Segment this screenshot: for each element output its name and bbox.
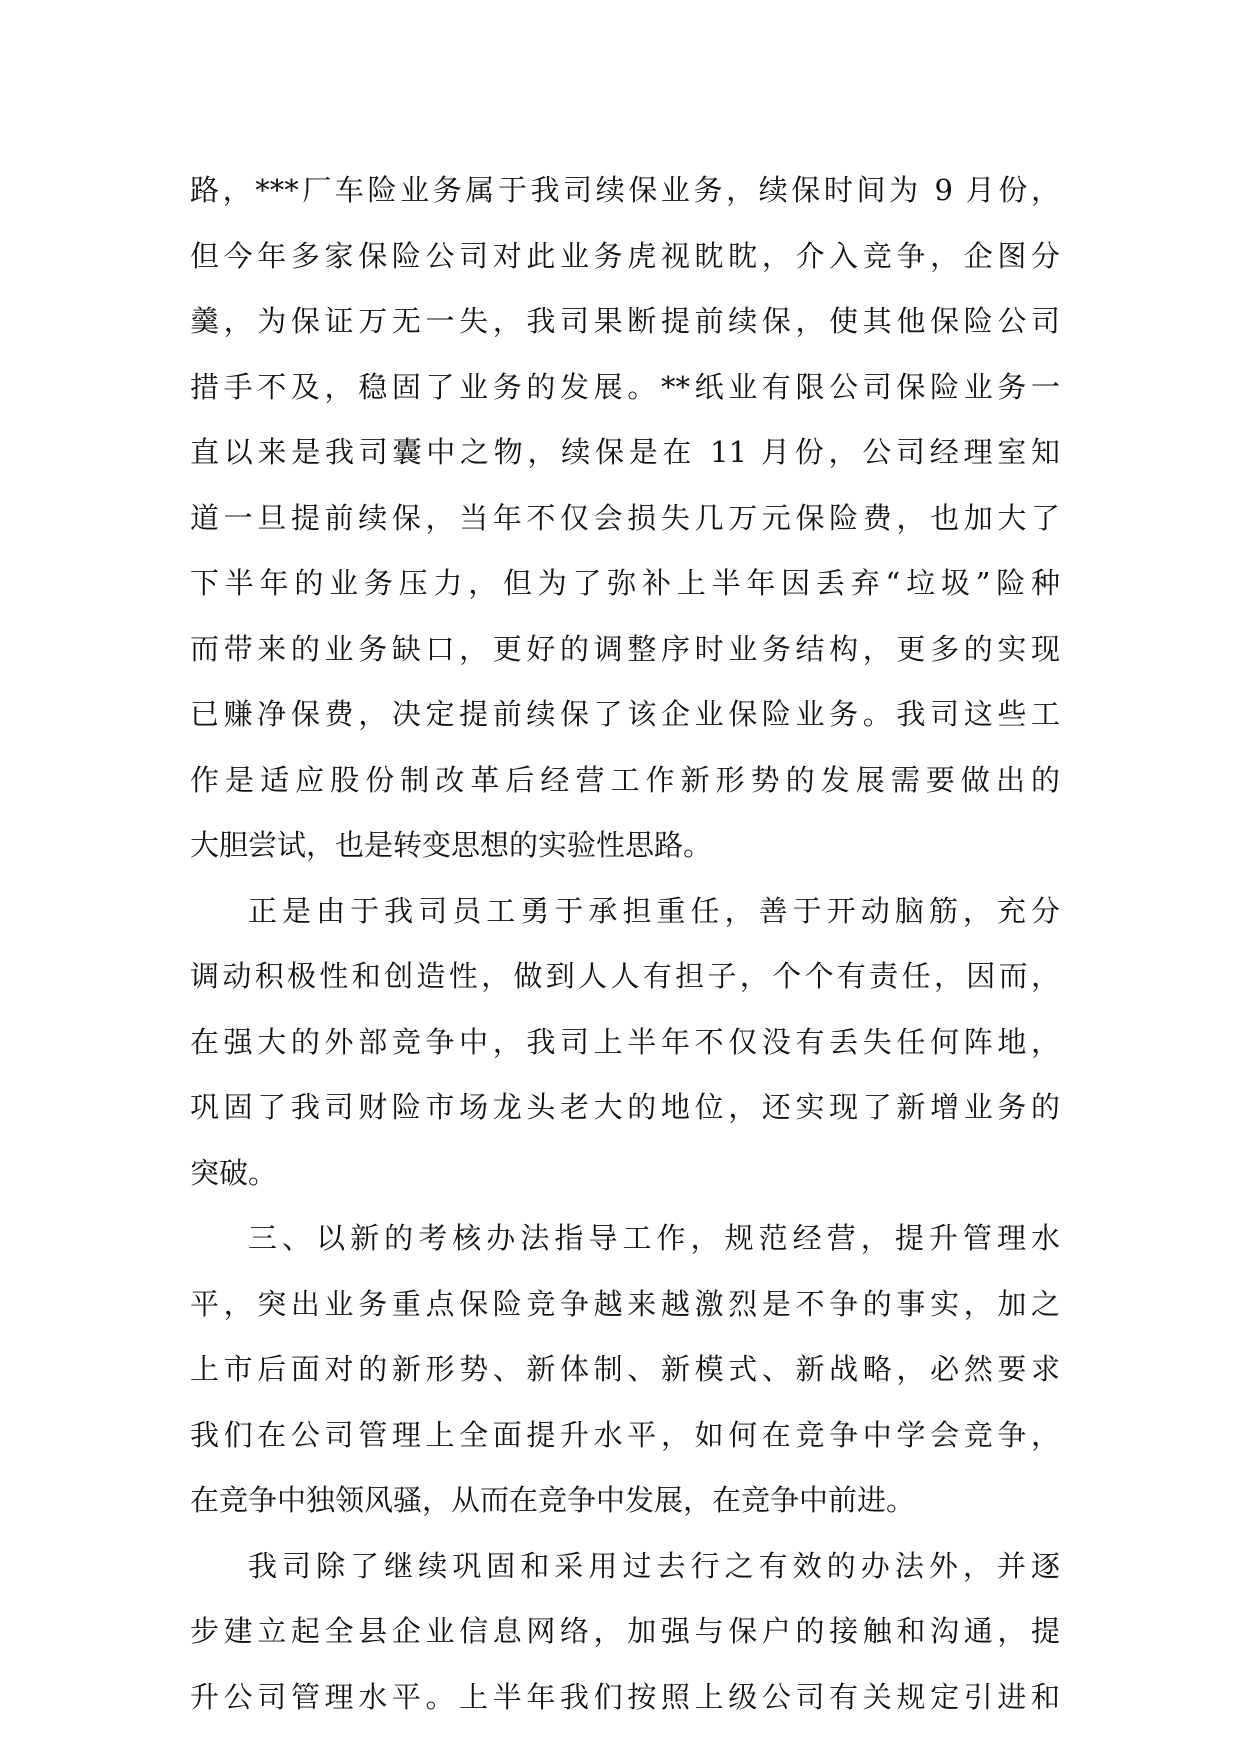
text-line: 大胆尝试，也是转变思想的实验性思路。 [190,828,713,862]
text-line: 措手不及，稳固了业务的发展。**纸业有限公司保险业务一 [190,369,1060,404]
text-line: 道一旦提前续保，当年不仅会损失几万元保险费，也加大了 [190,500,1060,535]
text-line: 我们在公司管理上全面提升水平，如何在竞争中学会竞争， [190,1417,1060,1452]
text-line: 下半年的业务压力，但为了弥补上半年因丢弃“垃圾”险种 [190,566,1060,600]
text-line: 在竞争中独领风骚，从而在竞争中发展，在竞争中前进。 [190,1483,916,1517]
paragraph-start-line: 我司除了继续巩固和采用过去行之有效的办法外，并逐 [248,1548,1060,1583]
text-line: 平，突出业务重点保险竞争越来越激烈是不争的事实，加之 [190,1286,1060,1321]
text-line: 作是适应股份制改革后经营工作新形势的发展需要做出的 [190,762,1060,797]
text-line: 但今年多家保险公司对此业务虎视眈眈，介入竞争，企图分 [190,238,1060,273]
text-line: 调动积极性和创造性，做到人人有担子，个个有责任，因而， [190,959,1060,993]
body-text [190,158,1060,1730]
text-line: 路，***厂车险业务属于我司续保业务，续保时间为 9 月份， [190,173,1060,207]
text-line: 羹，为保证万无一失，我司果断提前续保，使其他保险公司 [190,304,1060,338]
text-line: 突破。 [190,1155,278,1190]
text-line: 巩固了我司财险市场龙头老大的地位，还实现了新增业务的 [190,1090,1060,1124]
text-line: 已赚净保费，决定提前续保了该企业保险业务。我司这些工 [190,697,1060,731]
text-line: 直以来是我司囊中之物，续保是在 11 月份，公司经理室知 [190,435,1060,469]
text-line: 而带来的业务缺口，更好的调整序时业务结构，更多的实现 [190,631,1060,666]
paragraph-start-line: 正是由于我司员工勇于承担重任，善于开动脑筋，充分 [248,893,1060,928]
text-line: 在强大的外部竞争中，我司上半年不仅没有丢失任何阵地， [190,1024,1060,1059]
text-line: 升公司管理水平。上半年我们按照上级公司有关规定引进和 [190,1679,1060,1714]
paragraph-start-line: 三、以新的考核办法指导工作，规范经营，提升管理水 [248,1221,1060,1255]
text-line: 上市后面对的新形势、新体制、新模式、新战略，必然要求 [190,1352,1060,1386]
text-line: 步建立起全县企业信息网络，加强与保户的接触和沟通，提 [190,1614,1060,1648]
